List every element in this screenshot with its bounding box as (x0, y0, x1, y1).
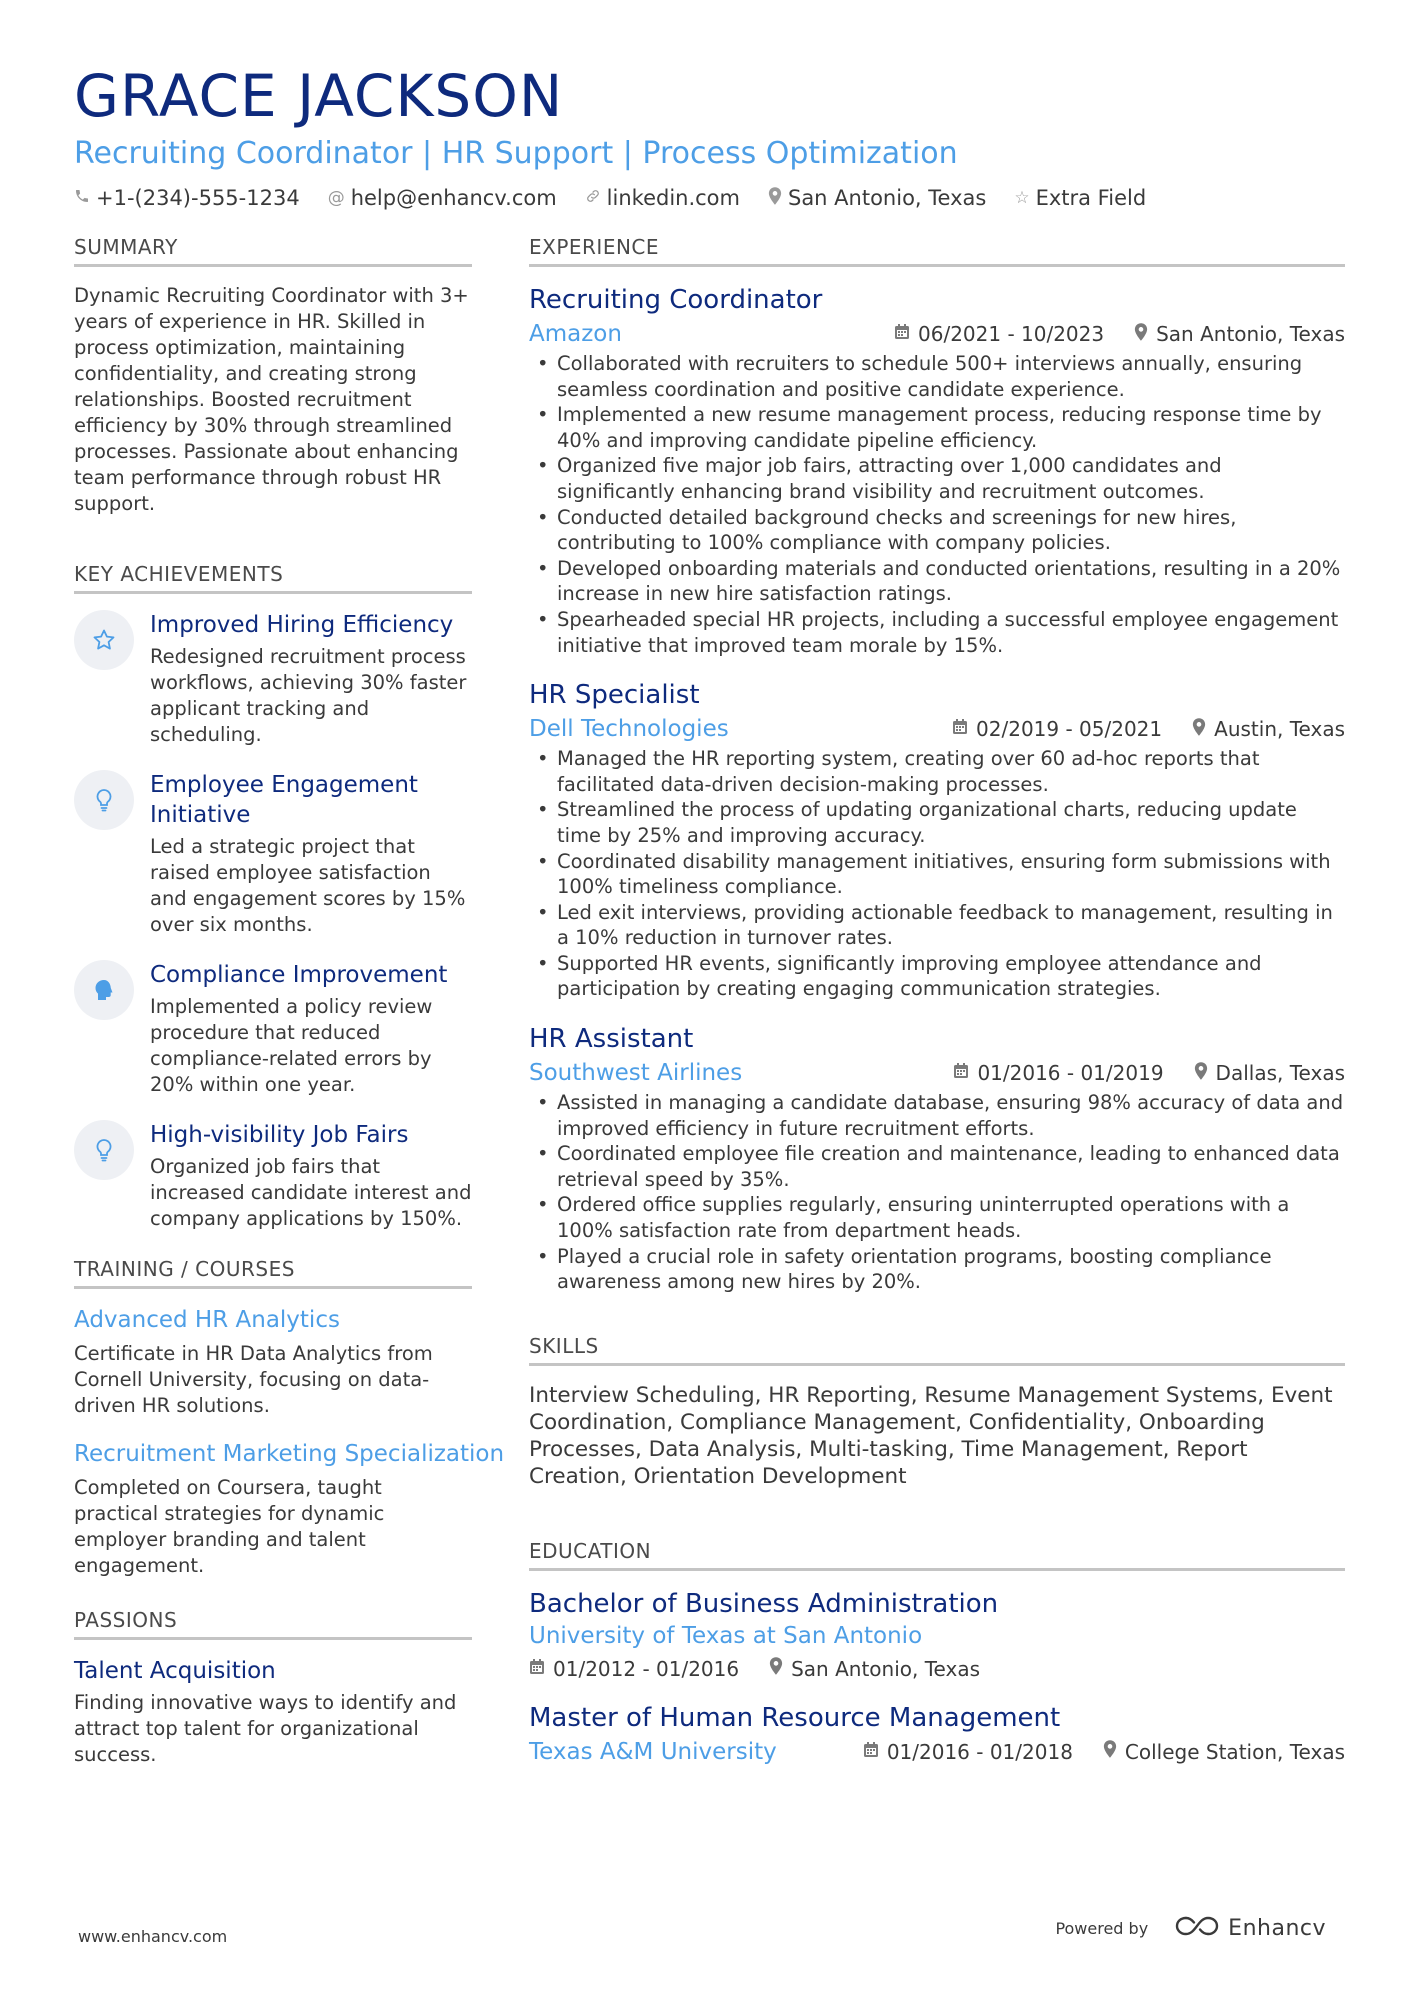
footer-branding (1055, 1914, 1326, 1942)
bullet-item: • Organized five major job fairs, attracting over 1,000 candidates and significantly enhancing brand visibility and recruitment outcomes. (529, 453, 1345, 504)
calendar-icon (529, 1658, 545, 1680)
location-pin-icon (769, 1657, 783, 1680)
brand-name: Enhancv (1228, 1915, 1326, 1941)
location-pin-icon (1103, 1740, 1117, 1763)
contact-location (768, 186, 986, 210)
calendar-icon (894, 323, 910, 345)
job-entry (529, 283, 1345, 658)
bullet-item: • Assisted in managing a candidate database, ensuring 98% accuracy of data and improved efficiency in future recruitment efforts. (529, 1090, 1345, 1141)
phone-icon (74, 188, 90, 209)
achievement-item (74, 1120, 472, 1232)
right-column (529, 234, 1345, 1811)
education-location: San Antonio, Texas (791, 1656, 980, 1681)
achievement-desc: Organized job fairs that increased candidate interest and company applications by 150%. (150, 1155, 472, 1230)
achievement-desc: Implemented a policy review procedure that reduced compliance-related errors by 20% within one year. (150, 995, 433, 1096)
location-pin-icon (1194, 1062, 1208, 1085)
education-dates: 01/2016 - 01/2018 (886, 1739, 1073, 1764)
school-name: University of Texas at San Antonio (529, 1622, 923, 1649)
contact-email[interactable] (328, 186, 557, 210)
bullet-item: • Led exit interviews, providing actionable feedback to management, resulting in a 10% reduction in turnover rates. (529, 900, 1345, 951)
candidate-headline: Recruiting Coordinator | HR Support | Process Optimization (74, 136, 958, 171)
job-entry (529, 678, 1345, 1002)
course-item (74, 1439, 505, 1579)
job-location: San Antonio, Texas (1156, 322, 1345, 346)
contact-linkedin-text: linkedin.com (606, 186, 740, 210)
location-pin-icon (1192, 718, 1206, 741)
bullet-item: • Managed the HR reporting system, creating over 60 ad-hoc reports that facilitated data-driven decision-making processes. (529, 746, 1345, 797)
contact-extra-text: Extra Field (1035, 186, 1147, 210)
powered-by-text: Powered by (1055, 1918, 1149, 1938)
job-location: Austin, Texas (1214, 717, 1345, 742)
bullet-item: • Coordinated disability management initiatives, ensuring form submissions with 100% timeliness compliance. (529, 849, 1345, 900)
education-entry (529, 1587, 1345, 1681)
achievement-item (74, 960, 472, 1098)
location-pin-icon (1134, 323, 1148, 346)
bullet-item: • Conducted detailed background checks and screenings for new hires, contributing to 100% compliance with company policies. (529, 505, 1345, 556)
bullet-item: • Ordered office supplies regularly, ensuring uninterrupted operations with a 100% satisfaction rate from department heads. (529, 1192, 1345, 1243)
infinity-icon (1174, 1914, 1220, 1942)
contact-email-text: help@enhancv.com (350, 186, 557, 210)
course-desc: Certificate in HR Data Analytics from Cornell University, focusing on data-driven HR solutions. (74, 1342, 433, 1417)
achievement-item (74, 610, 472, 748)
bullet-item: • Implemented a new resume management process, reducing response time by 40% and improving candidate pipeline efficiency. (529, 402, 1345, 453)
job-dates: 01/2016 - 01/2019 (977, 1061, 1164, 1086)
education-heading: EDUCATION (529, 1538, 1345, 1571)
company-name: Amazon (529, 321, 622, 347)
bullet-item: • Coordinated employee file creation and maintenance, leading to enhanced data retrieval speed by 35%. (529, 1141, 1345, 1192)
at-icon: @ (327, 188, 345, 208)
education-section (529, 1538, 1345, 1767)
lightbulb-icon (74, 770, 134, 830)
calendar-icon (863, 1741, 879, 1763)
achievements-section (74, 561, 472, 1232)
bullet-item: • Developed onboarding materials and conducted orientations, resulting in a 20% increase in new hire satisfaction ratings. (529, 556, 1345, 607)
job-title: Recruiting Coordinator (529, 285, 823, 315)
achievement-title: Compliance Improvement (150, 962, 448, 988)
training-heading: TRAINING / COURSES (74, 1256, 472, 1289)
job-bullets (529, 351, 1345, 658)
education-location: College Station, Texas (1124, 1739, 1345, 1764)
course-title: Recruitment Marketing Specialization (74, 1441, 505, 1467)
bullet-item: • Collaborated with recruiters to schedule 500+ interviews annually, ensuring seamless coordination and positive candidate experience. (529, 351, 1345, 402)
footer-website[interactable]: www.enhancv.com (78, 1927, 228, 1946)
candidate-name: GRACE JACKSON (74, 62, 564, 130)
link-icon (585, 188, 601, 209)
company-name: Dell Technologies (529, 716, 729, 743)
achievement-title: High-visibility Job Fairs (150, 1122, 409, 1148)
skills-section (529, 1333, 1345, 1490)
achievement-desc: Redesigned recruitment process workflows, achieving 30% faster applicant tracking and scheduling. (150, 645, 467, 746)
passions-heading: PASSIONS (74, 1607, 472, 1640)
job-title: HR Assistant (529, 1024, 694, 1055)
head-icon (74, 960, 134, 1020)
skills-heading: SKILLS (529, 1333, 1345, 1366)
course-item (74, 1305, 472, 1419)
summary-text: Dynamic Recruiting Coordinator with 3+ years of experience in HR. Skilled in process optimization, maintaining confidentiality, and creating strong relationships. Boosted recruitment efficiency by 30% through streamlined processes. Passionate about enhancing team performance through robust HR support. (74, 284, 469, 515)
bullet-item: • Spearheaded special HR projects, including a successful employee engagement initiative that improved team morale by 15%. (529, 607, 1345, 658)
enhancv-logo[interactable] (1174, 1914, 1326, 1942)
bullet-item: • Streamlined the process of updating organizational charts, reducing update time by 25% and improving accuracy. (529, 797, 1345, 848)
experience-section (529, 234, 1345, 1295)
lightbulb-icon (74, 1120, 134, 1180)
calendar-icon (952, 718, 968, 740)
experience-heading: EXPERIENCE (529, 234, 1345, 267)
achievements-heading: KEY ACHIEVEMENTS (74, 561, 472, 594)
passions-section (74, 1607, 472, 1768)
education-entry (529, 1701, 1345, 1767)
contact-bar (74, 186, 1344, 210)
job-bullets (529, 746, 1345, 1002)
achievement-desc: Led a strategic project that raised employee satisfaction and engagement scores by 15% over six months. (150, 835, 466, 936)
resume-header (74, 62, 1344, 210)
summary-heading: SUMMARY (74, 234, 472, 267)
school-name: Texas A&M University (529, 1738, 777, 1765)
contact-phone[interactable] (74, 186, 300, 210)
job-title: HR Specialist (529, 680, 700, 711)
course-title: Advanced HR Analytics (74, 1307, 340, 1333)
achievement-title: Improved Hiring Efficiency (150, 612, 454, 638)
contact-phone-text: +1-(234)-555-1234 (96, 186, 300, 210)
company-name: Southwest Airlines (529, 1060, 743, 1087)
degree-name: Bachelor of Business Administration (529, 1588, 999, 1619)
job-entry (529, 1022, 1345, 1295)
job-bullets (529, 1090, 1345, 1295)
job-dates: 02/2019 - 05/2021 (976, 717, 1163, 742)
contact-linkedin[interactable] (585, 186, 740, 210)
achievement-item (74, 770, 472, 938)
training-section (74, 1256, 505, 1579)
achievement-title: Employee Engagement Initiative (150, 772, 418, 828)
skills-text: Interview Scheduling, HR Reporting, Resume Management Systems, Event Coordination, Compliance Management, Confidentiality, Onboarding Processes, Data Analysis, Multi-tasking, Time Management, Report Creation, Orientation Development (529, 1382, 1333, 1489)
degree-name: Master of Human Resource Management (529, 1702, 1061, 1733)
bullet-item: • Played a crucial role in safety orientation programs, boosting compliance awareness among new hires by 20%. (529, 1244, 1345, 1295)
star-icon (74, 610, 134, 670)
bullet-item: • Supported HR events, significantly improving employee attendance and participation by creating engaging communication strategies. (529, 951, 1345, 1002)
calendar-icon (953, 1062, 969, 1084)
passion-title: Talent Acquisition (74, 1658, 276, 1684)
summary-section (74, 234, 472, 517)
contact-extra (1014, 186, 1146, 210)
education-dates: 01/2012 - 01/2016 (553, 1656, 740, 1681)
location-pin-icon (768, 187, 782, 210)
course-desc: Completed on Coursera, taught practical strategies for dynamic employer branding and talent engagement. (74, 1476, 385, 1577)
passion-desc: Finding innovative ways to identify and attract top talent for organizational success. (74, 1691, 457, 1766)
star-icon: ☆ (1014, 188, 1030, 208)
job-dates: 06/2021 - 10/2023 (918, 322, 1105, 346)
left-column (74, 234, 505, 1812)
contact-location-text: San Antonio, Texas (787, 186, 987, 210)
job-location: Dallas, Texas (1215, 1061, 1345, 1086)
